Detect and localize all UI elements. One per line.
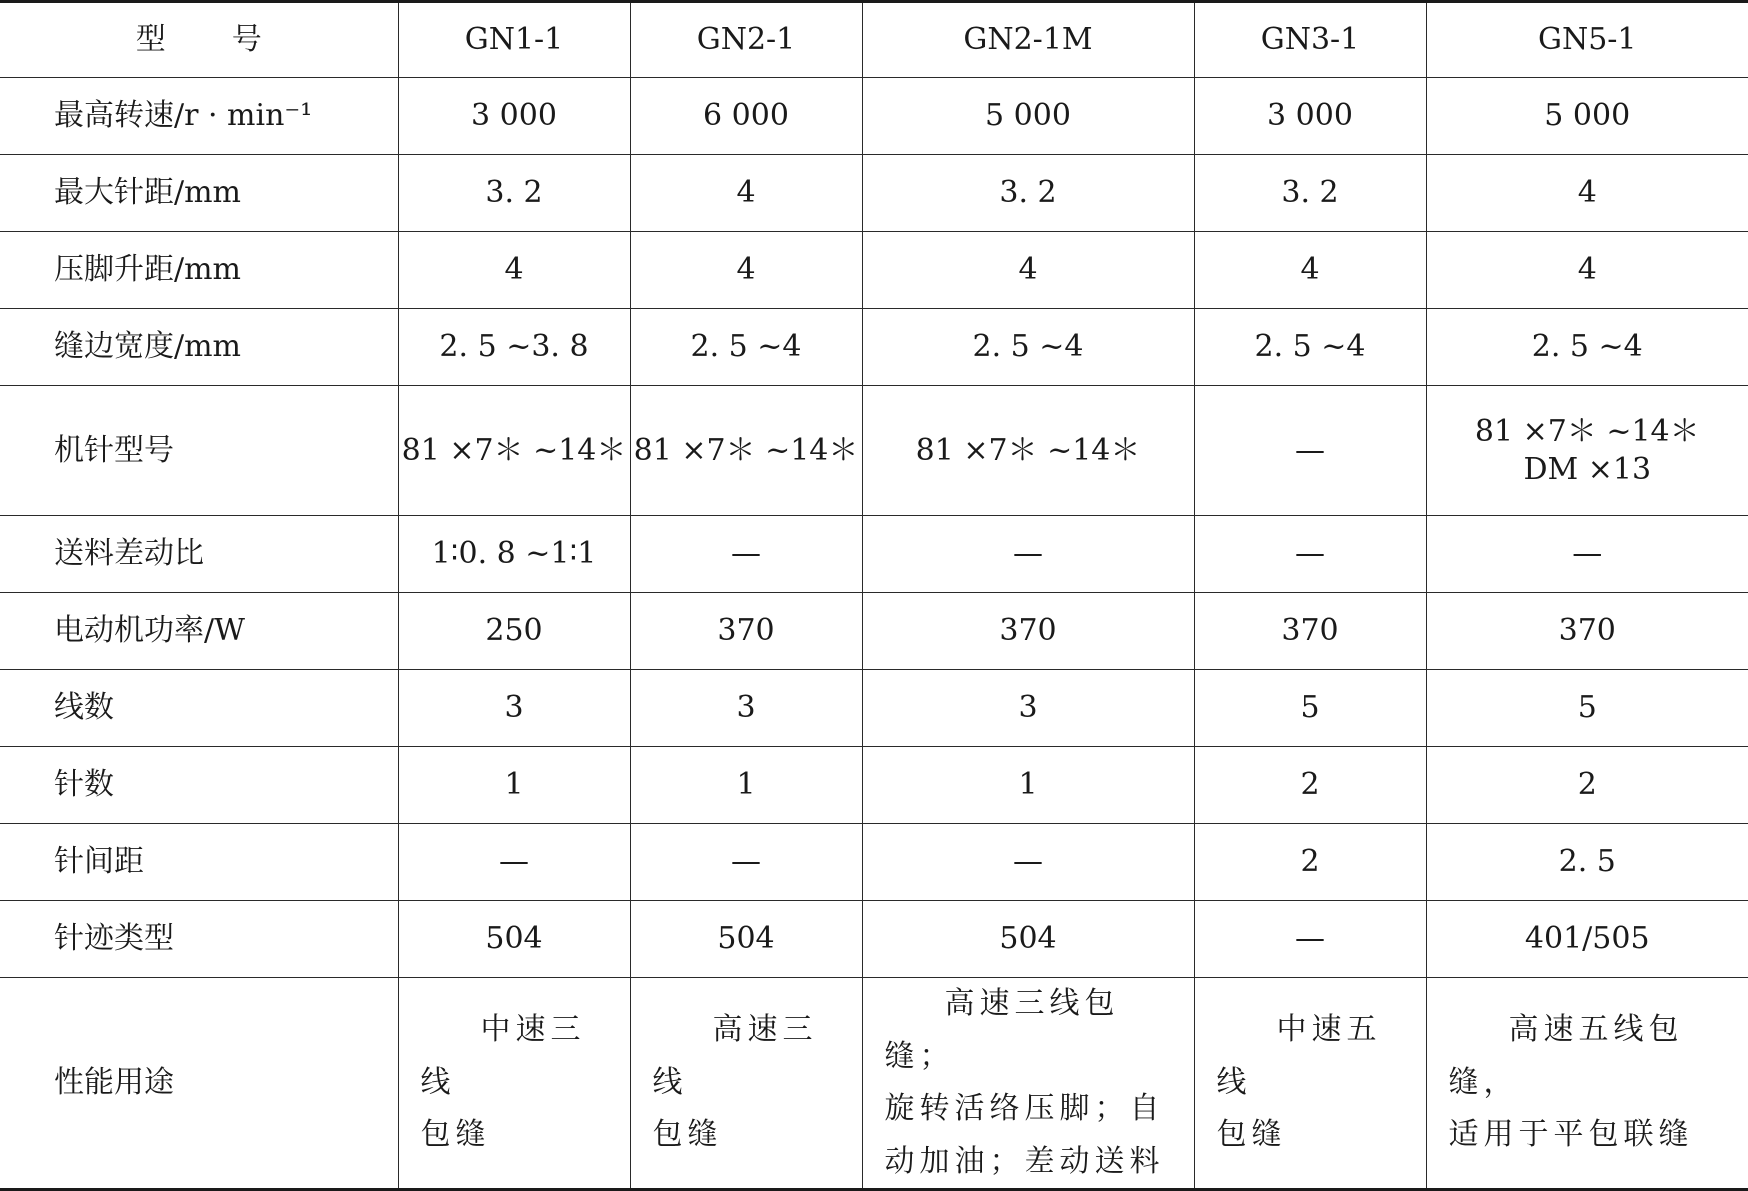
table-row [0,747,1748,824]
cell-line: 动加油；差动送料 [885,1136,1180,1189]
table-cell: 81 ×7＊ ~14＊ [862,386,1194,516]
table-cell: 3. 2 [862,155,1194,232]
model-header-cell: GN5-1 [1426,2,1748,78]
table-cell: — [398,824,630,901]
table-cell: 2. 5 ~3. 8 [398,309,630,386]
performance-row [0,978,1748,1190]
cell-line: 包缝 [1217,1109,1412,1162]
cell-line: 中速五线 [1217,1004,1412,1109]
table-cell: 504 [630,901,862,978]
row-label: 最大针距/mm [0,155,398,232]
table-cell: 1∶0. 8 ~1∶1 [398,516,630,593]
row-label: 针迹类型 [0,901,398,978]
table-row [0,309,1748,386]
table-cell: 4 [398,232,630,309]
table-cell: 2. 5 ~4 [630,309,862,386]
table-cell: 370 [862,593,1194,670]
cell-line: 高速五线包缝， [1449,1004,1735,1109]
table-cell: 4 [1426,232,1748,309]
table-cell: 3 000 [1194,78,1426,155]
table-cell: 2 [1194,824,1426,901]
row-label: 送料差动比 [0,516,398,593]
table-cell: 3 [862,670,1194,747]
table-cell: 81 ×7＊ ~14＊ [630,386,862,516]
cell-line: DM ×13 [1427,451,1748,489]
table-cell: 2 [1194,747,1426,824]
table-cell: 2. 5 [1426,824,1748,901]
table-row [0,516,1748,593]
cell-line: 高速三线 [653,1004,848,1109]
table-cell: 5 [1194,670,1426,747]
model-header-part1: 型 [136,22,166,57]
performance-cell [630,978,862,1190]
model-header-cell: GN1-1 [398,2,630,78]
row-label: 针数 [0,747,398,824]
table-cell: 2. 5 ~4 [1194,309,1426,386]
performance-cell [862,978,1194,1190]
table-cell: 81 ×7＊ ~14＊ [398,386,630,516]
table-cell: 4 [630,155,862,232]
table-cell: — [862,824,1194,901]
table-row [0,232,1748,309]
table-cell: — [630,516,862,593]
header-row [0,2,1748,78]
table-cell: 3. 2 [1194,155,1426,232]
table-cell: — [1426,516,1748,593]
performance-cell [398,978,630,1190]
row-label: 压脚升距/mm [0,232,398,309]
table-cell: 370 [630,593,862,670]
cell-line: 适用于平包联缝 [1449,1109,1735,1162]
table-row [0,78,1748,155]
table-cell: 401/505 [1426,901,1748,978]
model-header-cell: GN2-1 [630,2,862,78]
table-row [0,901,1748,978]
model-header-cell: GN3-1 [1194,2,1426,78]
table-cell: 3. 2 [398,155,630,232]
table-row [0,670,1748,747]
table-cell: 370 [1194,593,1426,670]
row-label: 针间距 [0,824,398,901]
table-cell: 1 [398,747,630,824]
table-row [0,593,1748,670]
cell-line: 81 ×7＊ ~14＊ [1427,413,1748,451]
table-cell: — [1194,901,1426,978]
table-cell: 3 000 [398,78,630,155]
table-row [0,155,1748,232]
performance-cell [1194,978,1426,1190]
cell-line: 高速三线包缝； [885,978,1180,1083]
table-cell: 2. 5 ~4 [862,309,1194,386]
cell-line: 包缝 [421,1109,616,1162]
table-cell: — [630,824,862,901]
table-cell: 370 [1426,593,1748,670]
cell-line: 包缝 [653,1109,848,1162]
table-cell: 1 [862,747,1194,824]
model-header [0,2,398,78]
performance-cell [1426,978,1748,1190]
model-header-cell: GN2-1M [862,2,1194,78]
table-cell: 2. 5 ~4 [1426,309,1748,386]
table-cell: 5 000 [862,78,1194,155]
row-label: 线数 [0,670,398,747]
table-cell: 2 [1426,747,1748,824]
row-label: 性能用途 [0,978,398,1190]
table-cell-multiline [1426,386,1748,516]
table-cell: — [1194,516,1426,593]
cell-line: 中速三线 [421,1004,616,1109]
table-cell: — [862,516,1194,593]
table-cell: 4 [1426,155,1748,232]
table-row [0,386,1748,516]
row-label: 机针型号 [0,386,398,516]
table-cell: 250 [398,593,630,670]
row-label: 电动机功率/W [0,593,398,670]
table-cell: 3 [398,670,630,747]
table-cell: 3 [630,670,862,747]
row-label: 缝边宽度/mm [0,309,398,386]
table-cell: 1 [630,747,862,824]
table-cell: 5 [1426,670,1748,747]
table-cell: — [1194,386,1426,516]
table-cell: 5 000 [1426,78,1748,155]
table-cell: 504 [862,901,1194,978]
table-cell: 4 [862,232,1194,309]
row-label: 最高转速/r · min⁻¹ [0,78,398,155]
table-cell: 504 [398,901,630,978]
table-cell: 4 [630,232,862,309]
table-cell: 6 000 [630,78,862,155]
cell-line: 旋转活络压脚；自 [885,1083,1180,1136]
table-cell: 4 [1194,232,1426,309]
table-row [0,824,1748,901]
model-header-part2: 号 [232,22,262,57]
